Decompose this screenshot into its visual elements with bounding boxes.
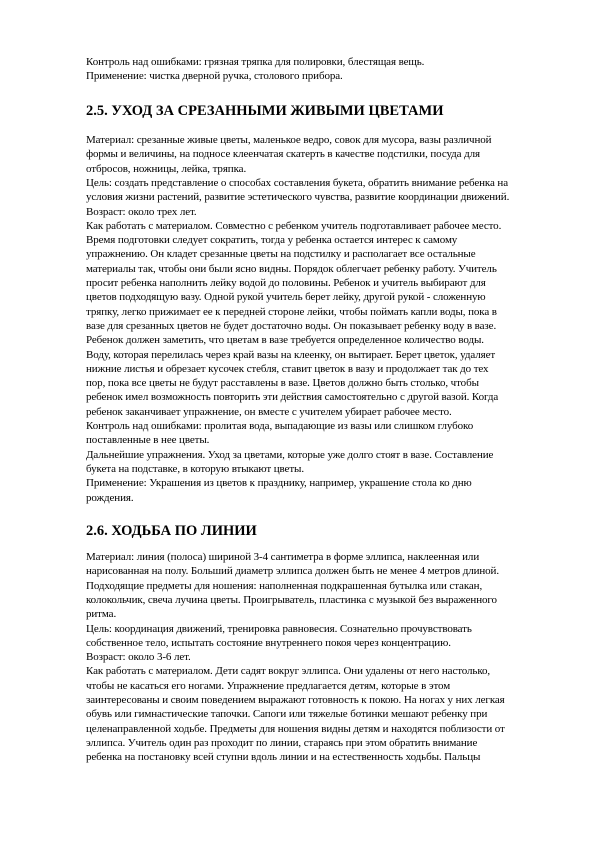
text-line: эллипса. Учитель один раз проходит по линии, стараясь при этом обратить внимание (86, 736, 478, 749)
text-line: просит ребенка наполнить лейку водой до половины. Ребенок и учитель выбирают для (86, 277, 486, 289)
text-line: Как работать с материалом. Совместно с ребенком учитель подготавливает рабочее место. (86, 219, 502, 232)
text-line: ритма. (86, 608, 117, 621)
text-line: Цель: создать представление о способах составления букета, обратить внимание ребенка на (86, 176, 508, 189)
text-line: рождения. (86, 491, 134, 504)
text-line: поставленные в нее цветы. (86, 434, 210, 447)
text-line: тряпку, легко прижимает ее к передней стороне лейки, чтобы поймать капли воды, пока в (86, 305, 497, 318)
text-line: букета на подставке, в которую втыкают цветы. (86, 462, 304, 475)
text-line: заинтересованы и своим поведением выражают готовность к покою. На ногах у них легкая (86, 694, 505, 706)
text-line: вазе для срезанных цветов не будет достаточно воды. Он показывает ребенку воду в вазе. (86, 319, 497, 332)
text-line: Возраст: около трех лет. (86, 205, 197, 218)
section-heading-2-5: 2.5. УХОД ЗА СРЕЗАННЫМИ ЖИВЫМИ ЦВЕТАМИ (86, 103, 444, 119)
text-line: Подходящие предметы для ношения: наполненная подкрашенная бутылка или стакан, (86, 579, 483, 592)
text-line: нижние листья и обрезает кусочек стебля, ставит цветок в вазу и продолжает так до тех (86, 362, 489, 375)
text-line: Применение: чистка дверной ручка, столового прибора. (86, 70, 343, 83)
text-line: обувь или гимнастические тапочки. Сапоги или тяжелые ботинки мешают ребенку при (86, 708, 488, 721)
text-line: чтобы не касаться его ногами. Упражнение предлагается детям, которые в этом (86, 679, 451, 692)
text-line: нарисованная на полу. Больший диаметр эллипса должен быть не менее 4 метров длиной. (86, 565, 499, 578)
text-line: Дальнейшие упражнения. Уход за цветами, которые уже долго стоят в вазе. Составление (86, 448, 494, 461)
text-line: ребенка на постановку всей ступни вдоль линии и на естественность ходьбы. Пальцы (86, 751, 481, 764)
text-line: цветов подходящую вазу. Одной рукой учитель берет лейку, другой рукой - сложенную (86, 291, 486, 304)
text-line: ребенок имел возможность повторить эти действия самостоятельно с другой вазой. Когда (86, 391, 499, 404)
text-line: пор, пока все цветы не будут расставлены в вазе. Цветов должно быть столько, чтобы (86, 377, 479, 390)
text-line: Возраст: около 3-6 лет. (86, 651, 191, 664)
text-line: упражнению. Он кладет срезанные цветы на подстилку и располагает все остальные (86, 248, 476, 261)
text-line: Цель: координация движений, тренировка равновесия. Сознательно прочувствовать (86, 622, 472, 635)
text-line: собственное тело, испытать состояние внутреннего покоя через концентрацию. (86, 636, 451, 649)
text-line: Материал: срезанные живые цветы, маленькое ведро, совок для мусора, вазы различной (86, 134, 492, 146)
text-line: Материал: линия (полоса) шириной 3-4 сантиметра в форме эллипса, наклеенная или (86, 551, 480, 563)
text-line: Как работать с материалом. Дети садят вокруг эллипса. Они удалены от него настолько, (86, 665, 491, 678)
text-line: Время подготовки следует сократить, тогда у ребенка остается интерес к самому (86, 234, 458, 247)
text-line: Применение: Украшения из цветов к празднику, например, украшение стола ко дню (86, 477, 472, 490)
text-line: целенаправленной ходьбе. Предметы для ношения видны детям и находятся поблизости от (86, 722, 505, 735)
text-line: условия жизни растений, развитие эстетического чувства, развитие координации движений. (86, 191, 510, 204)
text-line: Воду, которая перелилась через край вазы на клеенку, он вытирает. Берет цветок, удаляет (86, 348, 496, 361)
text-line: Контроль над ошибками: пролитая вода, выпадающие из вазы или слишком глубоко (86, 420, 474, 432)
text-line: формы и величины, на подносе клеенчатая скатерть в качестве подстилки, посуда для (86, 148, 480, 161)
section-heading-2-6: 2.6. ХОДЬБА ПО ЛИНИИ (86, 523, 257, 539)
text-line: материалы так, чтобы они были ясно видны. Порядок облегчает ребенку работу. Учитель (86, 262, 497, 275)
text-line: ребенок заканчивает упражнение, он вместе с учителем убирает рабочее место. (86, 405, 452, 418)
text-line: Контроль над ошибками: грязная тряпка для полировки, блестящая вещь. (86, 56, 425, 68)
text-line: колокольчик, свеча лучина цветы. Проигрыватель, пластинка с музыкой без выраженного (86, 593, 497, 606)
text-line: отбросов, ножницы, лейка, тряпка. (86, 162, 247, 175)
text-line: Ребенок должен заметить, что цветам в вазе требуется определенное количество воды. (86, 334, 484, 347)
